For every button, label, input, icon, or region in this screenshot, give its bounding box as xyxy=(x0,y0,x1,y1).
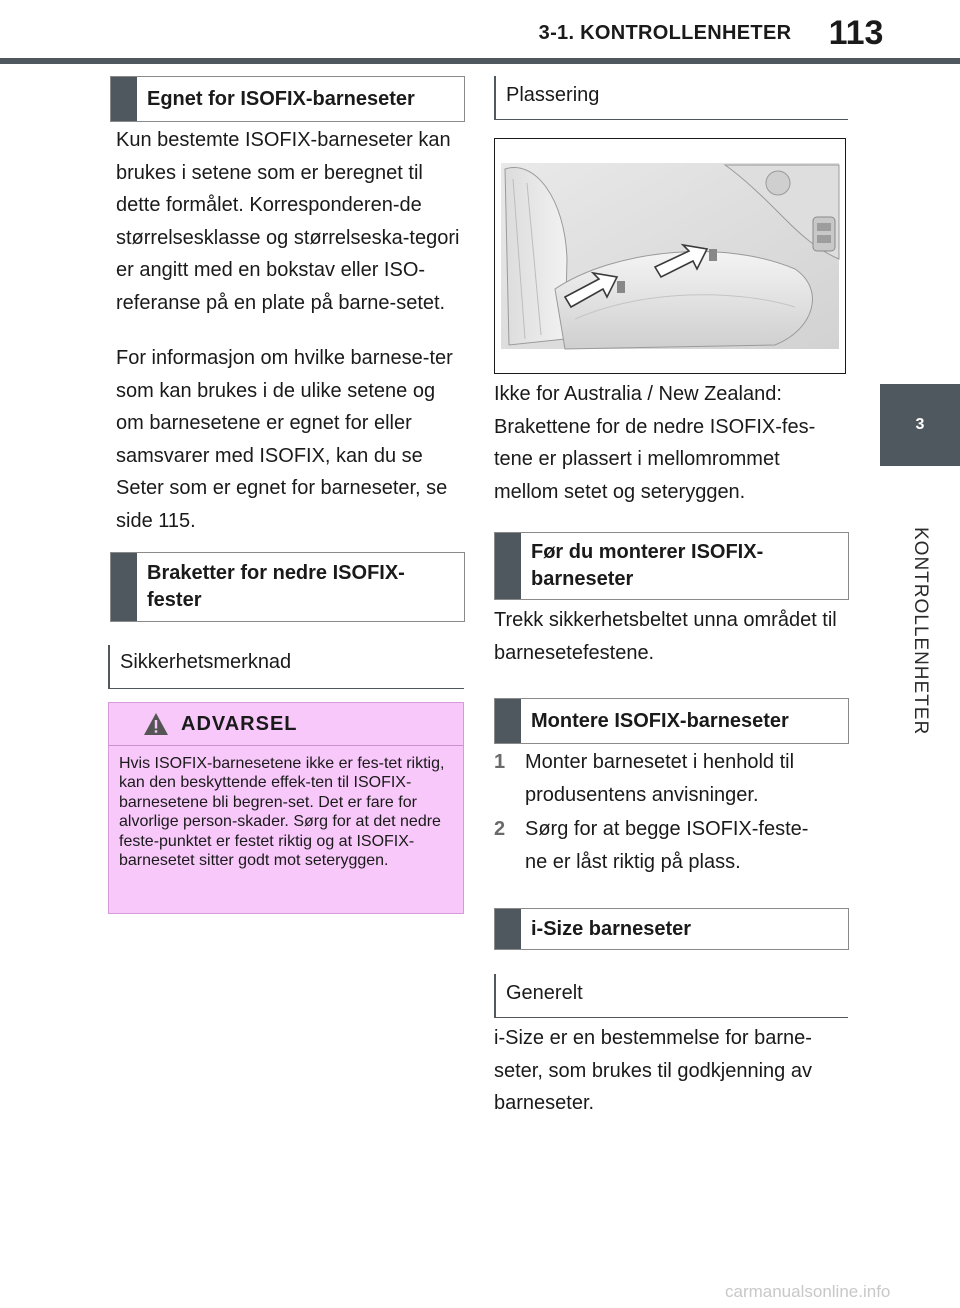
list-item xyxy=(494,746,824,811)
paragraph-general: i-Size er en bestemmelse for barne-seter, som brukes til godkjenning av barneseter. xyxy=(494,1027,812,1114)
subheading-location: Plassering xyxy=(494,76,848,120)
warning-header xyxy=(109,703,463,746)
isofix-bracket-illustration xyxy=(494,138,846,374)
section-heading-brackets xyxy=(110,552,465,622)
subheading-safety-note: Sikkerhetsmerknad xyxy=(108,645,464,689)
section-heading-isofix-suitable xyxy=(110,76,465,122)
section-heading-before-mounting xyxy=(494,532,849,600)
paragraph-before-mounting: Trekk sikkerhetsbeltet unna området til barnesetefestene. xyxy=(494,609,837,664)
section-heading-label: i-Size barneseter xyxy=(531,917,692,940)
warning-text: Hvis ISOFIX-barnesetene ikke er fes-tet riktig, kan den beskyttende effek-ten til ISOFIX-barnesetene bli begren-set. Det er fare for alvorlige person-skader. Sørg for at det nedre feste-punktet er festet riktig og at ISOFIX-barnesetet sitter godt mot seteryggen. xyxy=(119,755,445,870)
chapter-side-label xyxy=(880,466,960,796)
section-heading-label: Braketter for nedre ISOFIX-fester xyxy=(147,562,405,611)
section-heading-bar xyxy=(111,553,137,621)
paragraph-isofix-suitable: Kun bestemte ISOFIX-barneseter kan brukes i setene som er beregnet til dette formålet. Korresponderen-de størrelsesklasse og størrelseska-tegori er angitt med en bokstav eller ISO-referanse på en plate på barne-setet. xyxy=(116,129,460,314)
step-number: 2 xyxy=(494,818,506,840)
section-heading-mounting xyxy=(494,698,849,744)
step-text: Sørg for at begge ISOFIX-feste-ne er låst riktig på plass. xyxy=(525,818,809,873)
section-heading-bar xyxy=(495,533,521,599)
section-heading-isize xyxy=(494,908,849,950)
section-heading-label: Egnet for ISOFIX-barneseter xyxy=(147,87,415,110)
list-item xyxy=(494,813,824,878)
seat-isofix-drawing xyxy=(495,139,845,373)
warning-triangle-icon xyxy=(143,712,169,736)
step-number: 1 xyxy=(494,751,506,773)
section-heading-bar xyxy=(111,77,137,121)
step-text: Monter barnesetet i henhold til produsentens anvisninger. xyxy=(525,751,795,806)
paragraph-location: Ikke for Australia / New Zealand: Brakettene for de nedre ISOFIX-fes-tene er plassert i mellomrommet mellom setet og seteryggen. xyxy=(494,383,816,503)
chapter-title: 3-1. KONTROLLENHETER xyxy=(538,22,792,44)
section-heading-label: Før du monterer ISOFIX-barneseter xyxy=(531,541,764,590)
header-rule xyxy=(0,58,960,64)
warning-title: ADVARSEL xyxy=(181,713,298,735)
subheading-general: Generelt xyxy=(494,974,848,1018)
section-heading-bar xyxy=(495,699,521,743)
paragraph-isofix-info: For informasjon om hvilke barnese-ter som kan brukes i de ulike setene og om barnesetene er egnet for eller samsvarer med ISOFIX, kan du se Seter som er egnet for barneseter, se side 115. xyxy=(116,347,453,532)
page-number: 113 xyxy=(828,14,884,52)
warning-box xyxy=(108,702,464,914)
section-heading-bar xyxy=(495,909,521,949)
chapter-tab[interactable]: 3 xyxy=(880,384,960,466)
mounting-steps-list xyxy=(494,746,824,880)
watermark: carmanualsonline.info xyxy=(725,1282,891,1301)
section-heading-label: Montere ISOFIX-barneseter xyxy=(531,709,789,732)
chapter-side-label-text: KONTROLLENHETER xyxy=(910,526,931,736)
